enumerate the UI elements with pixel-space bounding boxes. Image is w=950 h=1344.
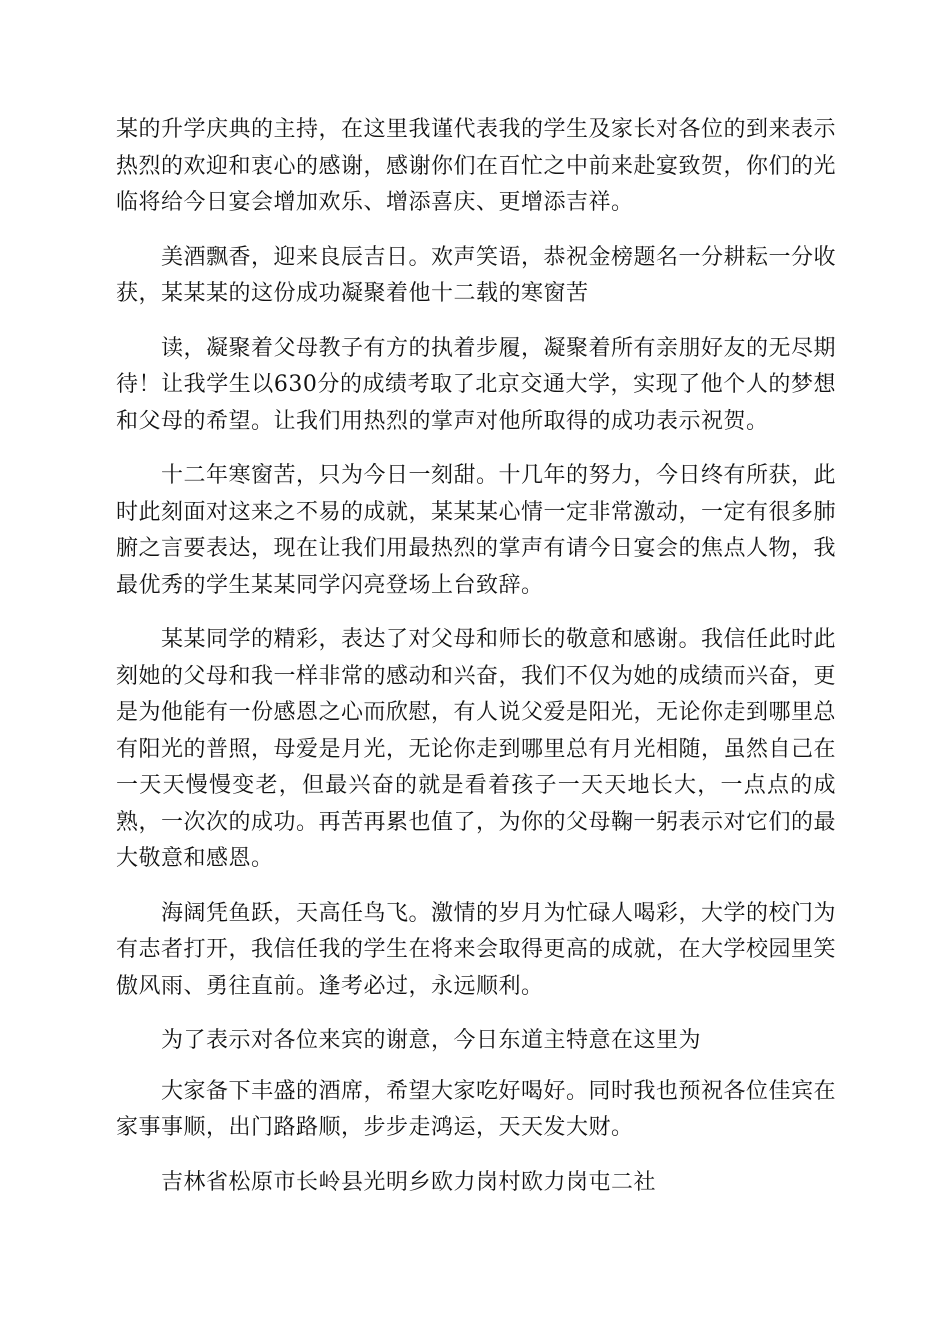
paragraph-twelve-years: 十二年寒窗苦，只为今日一刻甜。十几年的努力，今日终有所获，此时此刻面对这来之不易的成就，某某某心情一定非常激动，一定有很多肺腑之言要表达，现在让我们用最热烈的掌声有请今日宴会的焦点人物，我最优秀的学生某某同学闪亮登场上台致辞。 bbox=[116, 463, 837, 598]
paragraph-achievement: 读，凝聚着父母教子有方的执着步履，凝聚着所有亲朋好友的无尽期待！让我学生以630分的成绩考取了北京交通大学，实现了他个人的梦想和父母的希望。让我们用热烈的掌声对他所取得的成功表示祝贺。 bbox=[116, 335, 837, 434]
paragraph-future-wishes: 海阔凭鱼跃，天高任鸟飞。激情的岁月为忙碌人喝彩，大学的校门为有志者打开，我信任我的学生在将来会取得更高的成就，在大学校园里笑傲风雨、勇往直前。逢考必过，永远顺利。 bbox=[116, 900, 837, 999]
document-body bbox=[116, 112, 836, 1219]
paragraph-thanks-guests: 为了表示对各位来宾的谢意，今日东道主特意在这里为 bbox=[161, 1028, 702, 1053]
paragraph-gratitude: 某某同学的精彩，表达了对父母和师长的敬意和感谢。我信任此时此刻她的父母和我一样非常的感动和兴奋，我们不仅为她的成绩而兴奋，更是为他能有一份感恩之心而欣慰，有人说父爱是阳光，无论你走到哪里总有阳光的普照，母爱是月光，无论你走到哪里总有月光相随，虽然自己在一天天慢慢变老，但最兴奋的就是看着孩子一天天地长大，一点点的成熟，一次次的成功。再苦再累也值了，为你的父母鞠一躬表示对它们的最大敬意和感恩。 bbox=[116, 627, 837, 871]
paragraph-opening: 某的升学庆典的主持，在这里我谨代表我的学生及家长对各位的到来表示热烈的欢迎和衷心的感谢，感谢你们在百忙之中前来赴宴致贺，你们的光临将给今日宴会增加欢乐、增添喜庆、更增添吉祥。 bbox=[116, 117, 837, 215]
paragraph-banquet-wishes: 大家备下丰盛的酒席，希望大家吃好喝好。同时我也预祝各位佳宾在家事事顺，出门路路顺，步步走鸿运，天天发大财。 bbox=[116, 1078, 837, 1140]
paragraph-wine-fragrance: 美酒飘香，迎来良辰吉日。欢声笑语，恭祝金榜题名一分耕耘一分收获，某某某的这份成功凝聚着他十二载的寒窗苦 bbox=[116, 244, 837, 306]
paragraph-address: 吉林省松原市长岭县光明乡欧力岗村欧力岗屯二社 bbox=[161, 1169, 657, 1195]
